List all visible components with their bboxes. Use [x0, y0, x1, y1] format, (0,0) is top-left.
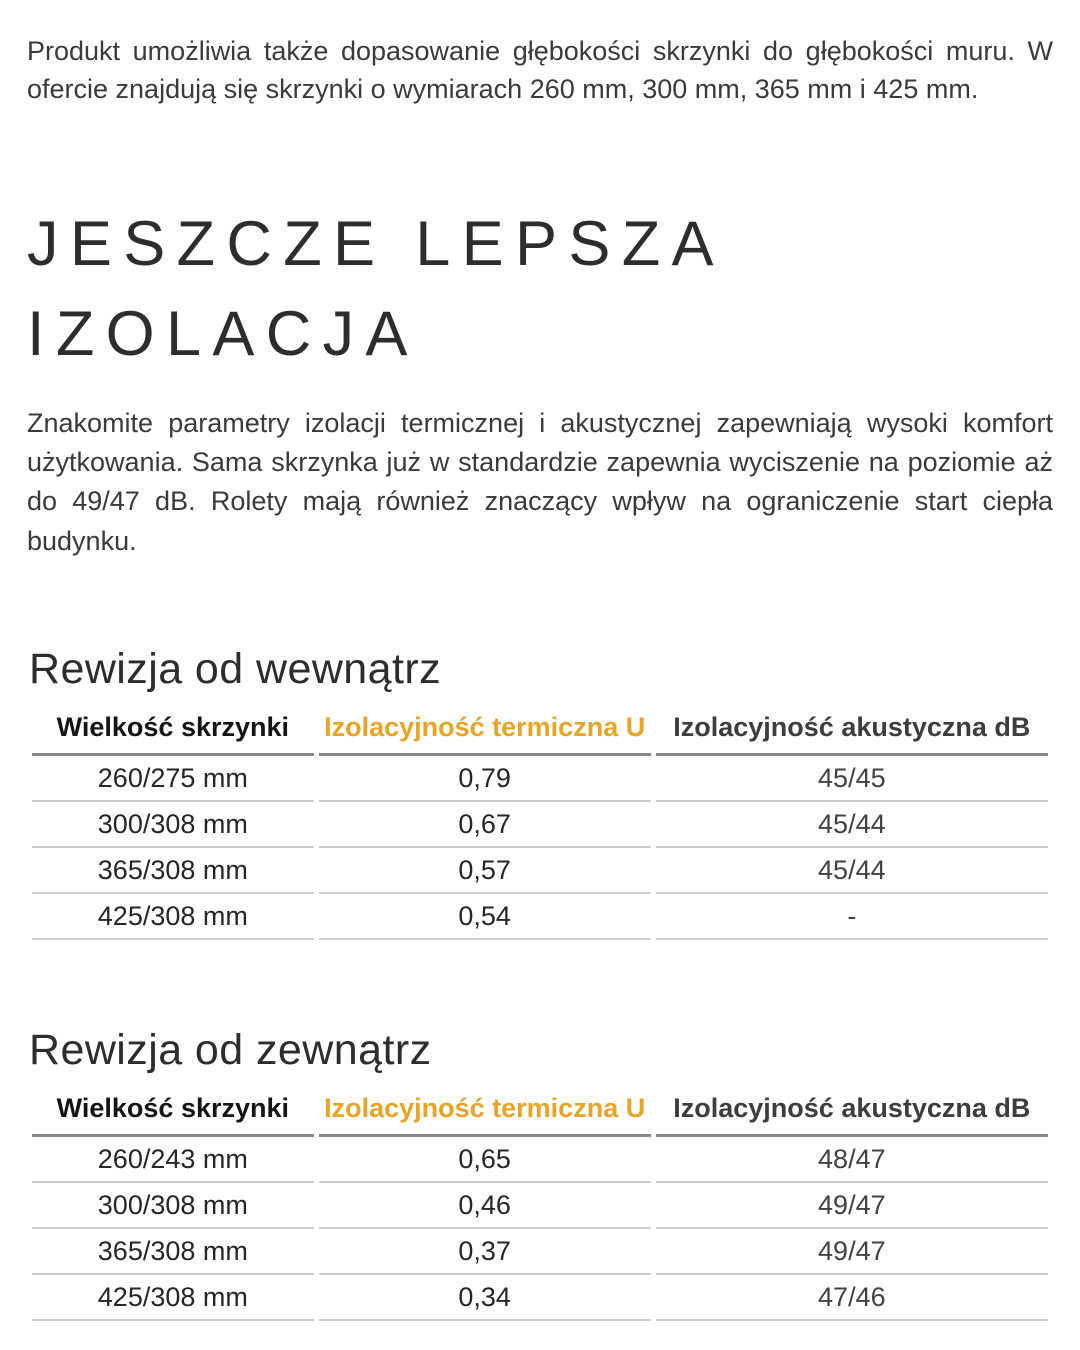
cell-box-size: 365/308 mm: [32, 848, 314, 894]
table-body: [32, 756, 1048, 940]
cell-box-size: 300/308 mm: [32, 1183, 314, 1229]
description-paragraph: Znakomite parametry izolacji termicznej i akustycznej zapewniają wysoki komfort użytkowania. Sama skrzynka już w standardzie zapewnia wyciszenie na poziomie aż do 49/47 dB. Rolety mają również znaczący wpływ na ograniczenie start ciepła budynku.: [27, 408, 1053, 556]
cell-acoustic-db: 45/44: [656, 848, 1048, 894]
cell-acoustic-db: 45/44: [656, 802, 1048, 848]
inner-revision-table: [27, 708, 1053, 940]
cell-box-size: 260/243 mm: [32, 1137, 314, 1183]
header-acoustic-insulation: Izolacyjność akustyczna dB: [656, 708, 1048, 756]
main-heading-line1: JESZCZE LEPSZA: [27, 208, 725, 279]
cell-acoustic-db: 48/47: [656, 1137, 1048, 1183]
section-title-outer: Rewizja od zewnątrz: [29, 1025, 432, 1074]
table-row: [32, 1137, 1048, 1183]
cell-box-size: 300/308 mm: [32, 802, 314, 848]
table-row: [32, 756, 1048, 802]
table-row: [32, 1183, 1048, 1229]
cell-thermal-u: 0,65: [319, 1137, 651, 1183]
section-outer-revision: [27, 1026, 1053, 1321]
main-heading-line2: IZOLACJA: [27, 299, 419, 370]
cell-thermal-u: 0,54: [319, 894, 651, 940]
table-row: [32, 848, 1048, 894]
cell-thermal-u: 0,46: [319, 1183, 651, 1229]
cell-box-size: 260/275 mm: [32, 756, 314, 802]
cell-thermal-u: 0,37: [319, 1229, 651, 1275]
table-head: [32, 708, 1048, 756]
cell-acoustic-db: 49/47: [656, 1183, 1048, 1229]
cell-box-size: 425/308 mm: [32, 894, 314, 940]
header-box-size: Wielkość skrzynki: [32, 1089, 314, 1137]
section-inner-revision: [27, 645, 1053, 940]
table-body: [32, 1137, 1048, 1321]
cell-box-size: 425/308 mm: [32, 1275, 314, 1321]
cell-acoustic-db: 49/47: [656, 1229, 1048, 1275]
table-row: [32, 894, 1048, 940]
table-head: [32, 1089, 1048, 1137]
table-row: [32, 1229, 1048, 1275]
outer-revision-table: [27, 1089, 1053, 1321]
cell-box-size: 365/308 mm: [32, 1229, 314, 1275]
table-header-row: [32, 1089, 1048, 1137]
table-header-row: [32, 708, 1048, 756]
main-heading: [27, 199, 1053, 380]
cell-thermal-u: 0,34: [319, 1275, 651, 1321]
header-thermal-insulation: Izolacyjność termiczna U: [319, 708, 651, 756]
cell-acoustic-db: -: [656, 894, 1048, 940]
table-row: [32, 802, 1048, 848]
section-title-inner: Rewizja od wewnątrz: [29, 644, 442, 693]
intro-paragraph: Produkt umożliwia także dopasowanie głębokości skrzynki do głębokości muru. W ofercie znajdują się skrzynki o wymiarach 260 mm, 300 mm, 365 mm i 425 mm.: [27, 36, 1053, 105]
cell-thermal-u: 0,57: [319, 848, 651, 894]
cell-thermal-u: 0,79: [319, 756, 651, 802]
header-thermal-insulation: Izolacyjność termiczna U: [319, 1089, 651, 1137]
header-box-size: Wielkość skrzynki: [32, 708, 314, 756]
table-row: [32, 1275, 1048, 1321]
cell-thermal-u: 0,67: [319, 802, 651, 848]
cell-acoustic-db: 45/45: [656, 756, 1048, 802]
header-acoustic-insulation: Izolacyjność akustyczna dB: [656, 1089, 1048, 1137]
cell-acoustic-db: 47/46: [656, 1275, 1048, 1321]
